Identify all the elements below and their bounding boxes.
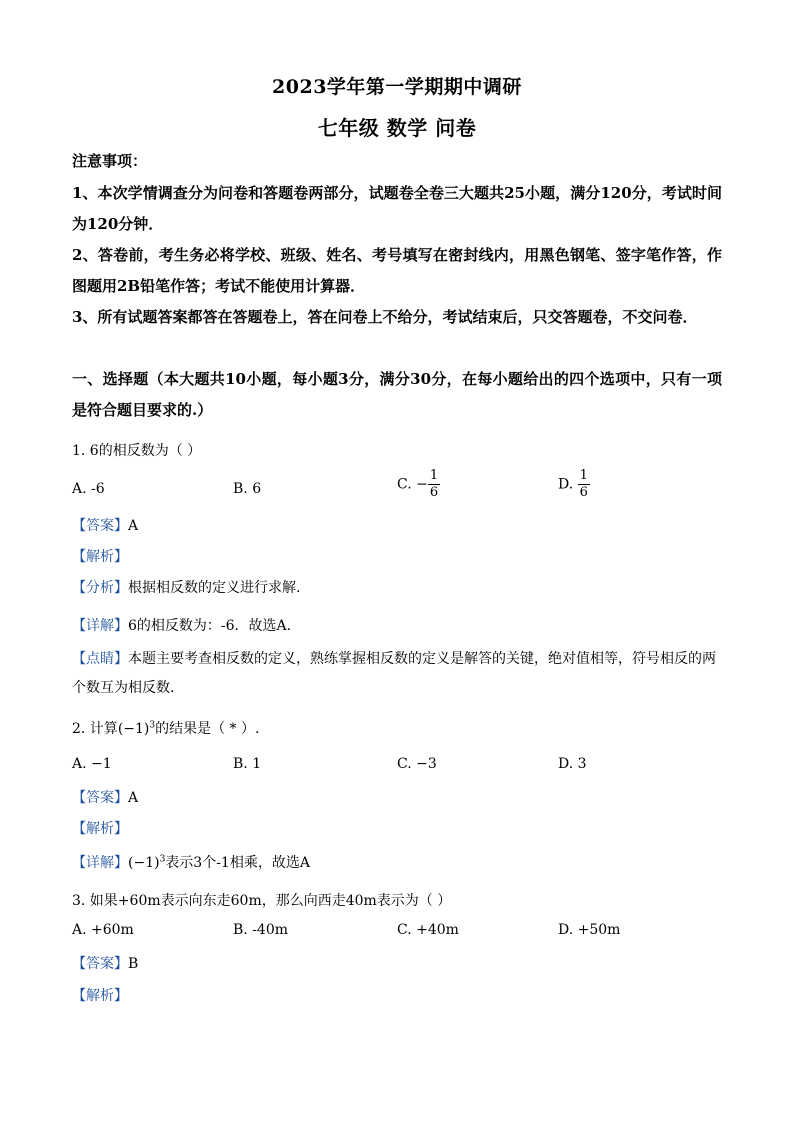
fraction-denominator: 6	[429, 485, 439, 500]
analysis-tag: 【解析】	[72, 988, 128, 1004]
notice-heading: 注意事项：	[72, 152, 148, 170]
fraction-denominator: 6	[579, 485, 588, 500]
question-1-stem: 1. 6的相反数为（ ）	[72, 443, 202, 459]
q1-fenxi	[72, 577, 300, 597]
q2-stem-exponent: 3	[149, 720, 156, 731]
fraction-numerator: 1	[429, 468, 439, 483]
q1-option-c	[397, 468, 440, 501]
q2-option-c: C. −3	[397, 756, 437, 772]
detail-text: 表示3个-1相乘，故选A	[165, 855, 310, 871]
q1-option-d-fraction	[578, 468, 590, 501]
notice-item-2: 2、答卷前，考生务必将学校、班级、姓名、考号填写在密封线内，用黑色钢笔、签字笔作答，作图题用2B铅笔作答；考试不能使用计算器．	[72, 246, 722, 295]
question-2-stem	[72, 718, 259, 738]
comment-tag: 【点睛】	[72, 651, 128, 667]
q2-answer	[72, 787, 138, 807]
detail-tag: 【详解】	[72, 618, 128, 634]
notice-item-1: 1、本次学情调查分为问卷和答题卷两部分，试题卷全卷三大题共25小题，满分120分，考试时间为120分钟．	[72, 184, 722, 233]
fenxi-tag: 【分析】	[72, 580, 128, 596]
q2-detail	[72, 852, 310, 872]
q3-analysis-tag	[72, 985, 128, 1005]
comment-text: 本题主要考查相反数的定义，熟练掌握相反数的定义是解答的关键，绝对值相等，符号相反的两个数互为相反数.	[72, 651, 716, 696]
answer-tag: 【答案】	[72, 956, 128, 972]
analysis-tag: 【解析】	[72, 821, 128, 837]
q1-option-c-label: C. −	[397, 476, 428, 493]
q1-answer	[72, 515, 138, 535]
detail-expression: (−1)	[128, 855, 160, 871]
q1-analysis-tag	[72, 546, 128, 566]
fenxi-text: 根据相反数的定义进行求解.	[128, 580, 301, 596]
answer-tag: 【答案】	[72, 790, 128, 806]
answer-value: A	[128, 518, 139, 534]
detail-exponent: 3	[159, 854, 166, 865]
q2-stem-suffix: 的结果是（ * ）.	[155, 721, 260, 737]
q1-option-a: A. -6	[72, 481, 105, 497]
q2-option-d: D. 3	[558, 756, 587, 772]
q3-option-b: B. -40m	[233, 922, 289, 938]
detail-text: 6的相反数为：-6．故选A.	[128, 618, 292, 634]
q1-option-c-fraction	[428, 468, 440, 501]
q3-option-a: A. +60m	[72, 922, 134, 938]
q1-option-d-label: D.	[558, 476, 578, 493]
q2-analysis-tag	[72, 818, 128, 838]
page-subtitle: 七年级 数学 问卷	[317, 116, 477, 140]
fraction-numerator: 1	[579, 468, 588, 483]
answer-tag: 【答案】	[72, 518, 128, 534]
notice-item-3: 3、所有试题答案都答在答题卷上，答在问卷上不给分，考试结束后，只交答题卷，不交问卷．	[72, 308, 698, 326]
detail-tag: 【详解】	[72, 855, 128, 871]
answer-value: A	[128, 790, 139, 806]
q1-option-d	[558, 468, 590, 501]
q1-option-b: B. 6	[233, 481, 262, 497]
q3-answer	[72, 953, 138, 973]
question-3-stem: 3. 如果+60m表示向东走60m，那么向西走40m表示为（ ）	[72, 893, 452, 909]
q2-option-b: B. 1	[233, 756, 262, 772]
q1-detail	[72, 615, 291, 635]
q3-option-c: C. +40m	[397, 922, 459, 938]
q2-stem-prefix: 2. 计算	[72, 721, 118, 737]
page-title: 2023学年第一学期期中调研	[272, 76, 522, 98]
q2-stem-expression: (−1)	[117, 721, 150, 737]
q3-option-d: D. +50m	[558, 922, 621, 938]
q2-option-a: A. −1	[72, 756, 112, 772]
answer-value: B	[128, 956, 139, 972]
section-heading: 一、选择题（本大题共10小题，每小题3分，满分30分，在每小题给出的四个选项中，只有一项是符合题目要求的.）	[72, 370, 722, 419]
analysis-tag: 【解析】	[72, 549, 128, 565]
q1-comment	[72, 645, 722, 703]
